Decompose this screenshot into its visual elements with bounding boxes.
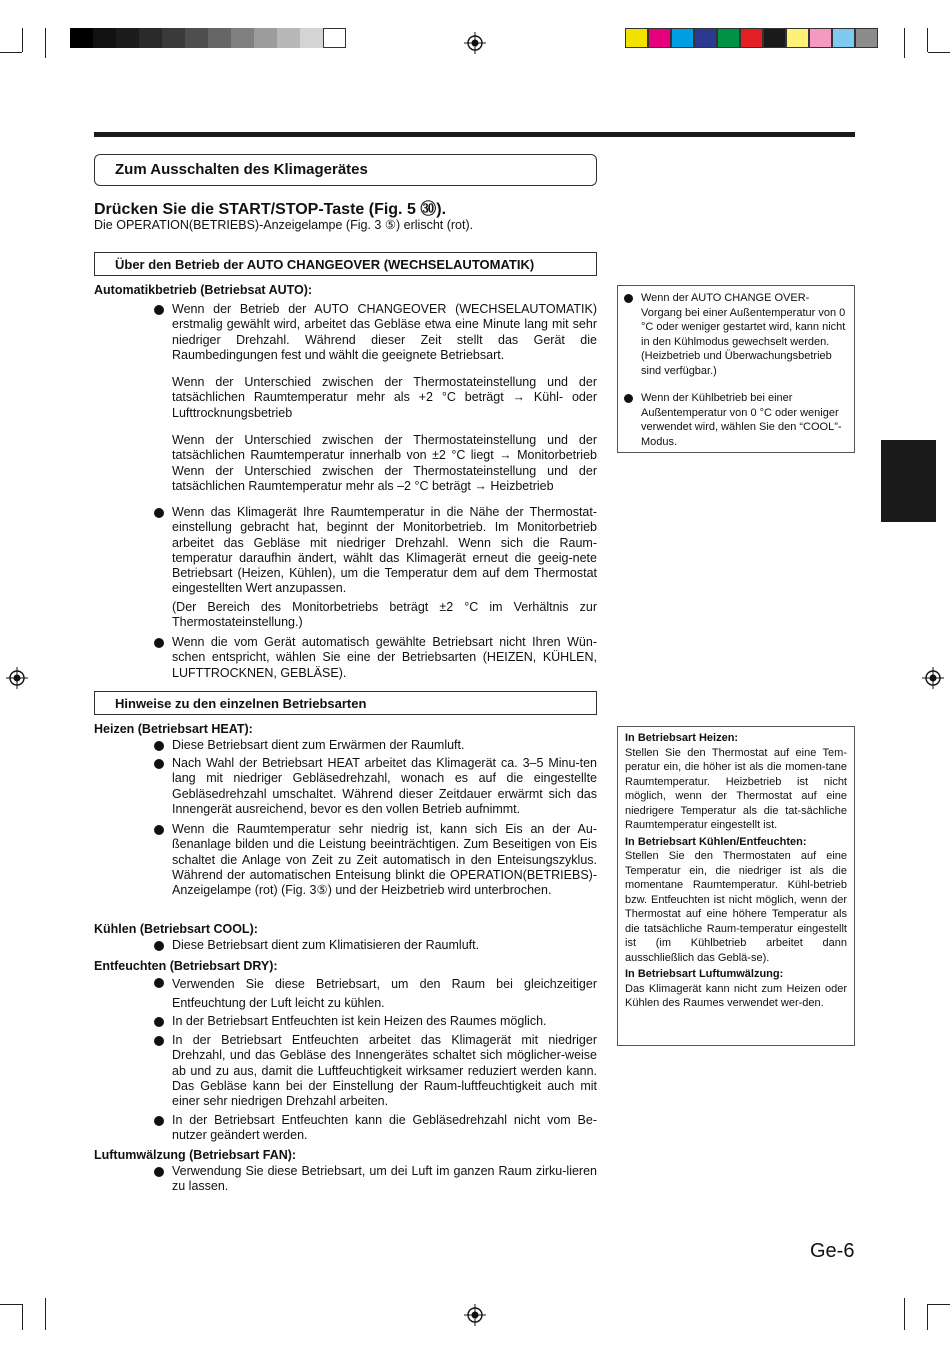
list-item: Wenn das Klimagerät Ihre Raumtemperatur in die Nähe der Thermostat-einstellung gebracht hat, beginnt der Monitorbetrieb. Im Monitorbetrieb arbeitet das Gebläse mit niedriger Drehzahl. Wenn sich die Raum-temperatur daraufhin ändert, wählt das Klimagerät erneut die geeig-nete Betriebsart (Heizen, Kühlen), um die Temperatur dem auf dem Thermostat eingestellten Wert anzupassen. xyxy=(154,505,597,597)
bullet-icon xyxy=(624,394,633,403)
section-title: Zum Ausschalten des Klimagerätes xyxy=(115,161,368,178)
note-heading: In Betriebsart Luftumwälzung: xyxy=(625,968,784,980)
auto-section-title: Über den Betrieb der AUTO CHANGEOVER (WECHSELAUTOMATIK) xyxy=(115,257,535,272)
list-item: Wenn die vom Gerät automatisch gewählte Betriebsart nicht Ihren Wün-schen entspricht, wählen Sie eine der Betriebsarten (HEIZEN, KÜHLEN, LUFTTROCKNEN, GEBLÄSE). xyxy=(154,635,597,681)
gray-swatch xyxy=(162,28,185,48)
gray-swatch xyxy=(93,28,116,48)
note-item: Wenn der Kühlbetrieb bei einer Außentemperatur von 0 °C oder weniger verwendet wird, wählen Sie den “COOL”-Modus. xyxy=(624,391,848,449)
gray-swatch xyxy=(254,28,277,48)
list-item: Wenn die Raumtemperatur sehr niedrig ist, kann sich Eis an der Au-ßenanlage bilden und die Leistung beeinträchtigen. Zum Beseitigen von Eis schaltet die Anlage von Zeit zu Zeit automatisch in den Enteisungszyklus. Während der automatischen Enteisung blinkt die OPERATION(BETRIEBS)-Anzeigelampe (rot) (Fig. 3⑤) und der Heizbetrieb wird unterbrochen. xyxy=(154,822,597,898)
bullet-icon xyxy=(154,825,164,835)
color-swatch xyxy=(648,28,671,48)
bullet-icon xyxy=(154,1116,164,1126)
note-box-modes xyxy=(617,726,855,1046)
crop-mark xyxy=(22,1304,23,1330)
modes-section-title: Hinweise zu den einzelnen Betriebsarten xyxy=(115,696,367,711)
crop-mark xyxy=(0,1304,22,1305)
color-swatch xyxy=(740,28,763,48)
registration-mark-icon xyxy=(464,32,486,54)
gray-swatch xyxy=(139,28,162,48)
modes-section-box xyxy=(94,691,597,715)
crop-mark xyxy=(927,28,928,52)
header-rule xyxy=(94,132,855,137)
list-item: Diese Betriebsart dient zum Erwärmen der Raumluft. xyxy=(154,738,597,753)
paragraph: (Der Bereich des Monitorbetriebs beträgt ±2 °C im Verhältnis zur Thermostateinstellung.) xyxy=(172,600,597,630)
bullet-icon xyxy=(154,759,164,769)
dry-subtitle: Entfeuchten (Betriebsart DRY): xyxy=(94,959,278,973)
crop-mark xyxy=(904,28,905,58)
registration-mark-icon xyxy=(6,667,28,689)
crop-mark xyxy=(928,1304,950,1305)
auto-subtitle: Automatikbetrieb (Betriebsat AUTO): xyxy=(94,283,313,297)
list-item: Diese Betriebsart dient zum Klimatisieren der Raumluft. xyxy=(154,938,597,953)
crop-mark xyxy=(22,28,23,52)
paragraph: Wenn der Unterschied zwischen der Thermostateinstellung und der tatsächlichen Raumtemperatur innerhalb von ±2 °C liegt → Monitorbetrieb Wenn der Unterschied zwischen der Thermostateinstellung und der tatsächlichen Raumtemperatur mehr als –2 °C beträgt → Heizbetrieb xyxy=(172,433,597,493)
color-swatch xyxy=(809,28,832,48)
bullet-icon xyxy=(154,978,164,988)
gray-swatch xyxy=(185,28,208,48)
bullet-icon xyxy=(154,305,164,315)
list-item: In der Betriebsart Entfeuchten kann die Gebläsedrehzahl nicht vom Be-nutzer geändert werden. xyxy=(154,1113,597,1144)
page-number: Ge-6 xyxy=(810,1240,855,1262)
note-text: Stellen Sie den Thermostaten auf eine Temperatur ein, die niedriger ist als die momentane Raumtemperatur. Kühl-betrieb bzw. Entfeuchten ist nicht möglich, wenn der Thermostat auf eine höhere Temperatur als die tatsächliche Raum-temperatur eingestellt ist (im Kühlbetrieb arbeitet dann ausschließlich das Geblä-se). xyxy=(625,850,847,964)
section-title-box xyxy=(94,154,597,186)
list-item: Verwenden Sie diese Betriebsart, um den Raum bei gleichzeitiger Entfeuchtung der Luft leicht zu kühlen. xyxy=(154,975,597,1013)
fan-subtitle: Luftumwälzung (Betriebsart FAN): xyxy=(94,1148,297,1162)
chapter-tab xyxy=(881,440,936,522)
note-heading: In Betriebsart Kühlen/Entfeuchten: xyxy=(625,835,807,848)
bullet-icon xyxy=(624,294,633,303)
note-text: Das Klimagerät kann nicht zum Heizen oder Kühlen des Raumes verwendet wer-den. xyxy=(625,982,847,1009)
list-item: Verwendung Sie diese Betriebsart, um dei Luft im ganzen Raum zirku-lieren zu lassen. xyxy=(154,1164,597,1195)
gray-swatch xyxy=(70,28,93,48)
color-swatch xyxy=(694,28,717,48)
bullet-icon xyxy=(154,1017,164,1027)
color-swatch xyxy=(717,28,740,48)
auto-section-box xyxy=(94,252,597,276)
color-swatch xyxy=(763,28,786,48)
bullet-icon xyxy=(154,508,164,518)
crop-mark xyxy=(928,52,950,53)
gray-swatch xyxy=(231,28,254,48)
list-item: Nach Wahl der Betriebsart HEAT arbeitet das Klimagerät ca. 3–5 Minu-ten lang mit niedriger Gebläsedrehzahl, wonach es auf die eingestellte Gebläsedrehzahl umschaltet. Während dieser Zeitdauer erwärmt sich das Innengerät ausreichend, bevor es den vollen Betrieb aufnimmt. xyxy=(154,756,597,817)
registration-mark-icon xyxy=(464,1304,486,1326)
crop-mark xyxy=(904,1298,905,1330)
list-item: In der Betriebsart Entfeuchten ist kein Heizen des Raumes möglich. xyxy=(154,1014,597,1029)
list-item: In der Betriebsart Entfeuchten arbeitet das Klimagerät mit niedriger Drehzahl, und das Gebläse des Innengerätes schaltet sich möglicher-weise ab und zu aus, damit die Luftfeuchtigkeit wirksamer reduziert werden kann. Das Gebläse kann bei der Einstellung der Raum-luftfeuchtigkeit auch mit einer sehr niedrigen Drehzahl arbeiten. xyxy=(154,1033,597,1109)
note-heading: In Betriebsart Heizen: xyxy=(625,732,739,744)
list-item: Wenn der Betrieb der AUTO CHANGEOVER (WECHSELAUTOMATIK) erstmalig gewählt wird, arbeitet das Gebläse etwa eine Minute lang mit sehr niedriger Drehzahl. Während dieser Zeit stellt das Gerät die Raumbedingungen fest und wählt die geeignete Betriebsart. xyxy=(154,302,597,363)
gray-swatch xyxy=(277,28,300,48)
bullet-icon xyxy=(154,638,164,648)
crop-mark xyxy=(45,1298,46,1330)
gray-swatch xyxy=(323,28,346,48)
start-stop-text: Die OPERATION(BETRIEBS)-Anzeigelampe (Fig. 3 ⑤) erlischt (rot). xyxy=(94,218,474,232)
bullet-icon xyxy=(154,941,164,951)
crop-mark xyxy=(45,28,46,58)
color-swatch xyxy=(855,28,878,48)
color-swatch xyxy=(671,28,694,48)
gray-swatch xyxy=(208,28,231,48)
cool-subtitle: Kühlen (Betriebsart COOL): xyxy=(94,922,258,936)
color-swatch xyxy=(786,28,809,48)
bullet-icon xyxy=(154,741,164,751)
paragraph: Wenn der Unterschied zwischen der Thermostateinstellung und der tatsächlichen Raumtemperatur mehr als +2 °C beträgt → Kühl- oder Lufttrocknungsbetrieb xyxy=(172,375,597,420)
gray-swatch xyxy=(116,28,139,48)
color-swatch xyxy=(832,28,855,48)
crop-mark xyxy=(0,52,22,53)
bullet-icon xyxy=(154,1036,164,1046)
bullet-icon xyxy=(154,1167,164,1177)
note-text: Stellen Sie den Thermostat auf eine Tem-peratur ein, die höher ist als die momen-tane Raumtemperatur. Heizbetrieb ist nicht möglich, wenn der Thermostat auf eine niedrigere Temperatur als die tat-sächliche Raumtemperatur eingestellt ist. xyxy=(625,746,847,831)
note-item: Wenn der AUTO CHANGE OVER-Vorgang bei einer Außentemperatur von 0 °C oder weniger gestartet wird, kann nicht in den Kühlmodus gewechselt werden. (Heizbetrieb und Überwachungsbetrieb sind verfügbar.) xyxy=(624,291,848,378)
start-stop-heading: Drücken Sie die START/STOP-Taste (Fig. 5 ㉚). xyxy=(94,201,447,218)
heat-subtitle: Heizen (Betriebsart HEAT): xyxy=(94,722,253,736)
registration-mark-icon xyxy=(922,667,944,689)
note-box-auto xyxy=(617,285,855,453)
color-swatch xyxy=(625,28,648,48)
gray-swatch xyxy=(300,28,323,48)
crop-mark xyxy=(927,1304,928,1330)
